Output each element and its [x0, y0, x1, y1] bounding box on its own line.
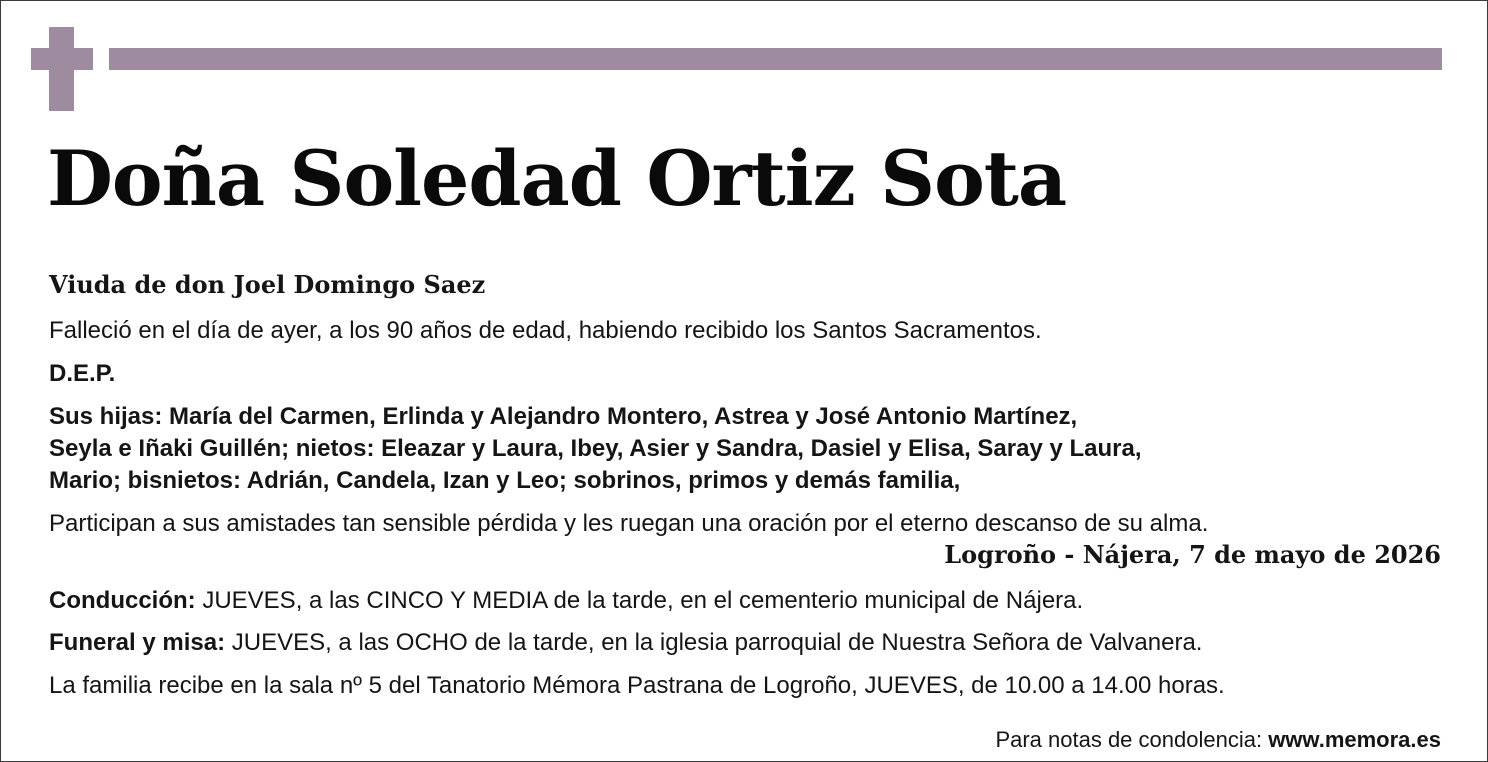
family-list: [49, 401, 1142, 497]
condolence-url[interactable]: www.memora.es: [1268, 727, 1441, 752]
condolence-label: Para notas de condolencia:: [995, 727, 1269, 752]
funeral-text: JUEVES, a las OCHO de la tarde, en la iglesia parroquial de Nuestra Señora de Valvanera.: [225, 629, 1203, 656]
death-line: Falleció en el día de ayer, a los 90 años de edad, habiendo recibido los Santos Sacramentos.: [49, 317, 1042, 344]
header-rule: [109, 48, 1442, 70]
reception-line: La familia recibe en la sala nº 5 del Tanatorio Mémora Pastrana de Logroño, JUEVES, de 10.00 a 14.00 horas.: [49, 672, 1225, 699]
family-line: Mario; bisnietos: Adrián, Candela, Izan y Leo; sobrinos, primos y demás familia,: [49, 467, 961, 494]
latin-cross-icon-bar: [31, 48, 93, 70]
widow-line: Viuda de don Joel Domingo Saez: [49, 270, 486, 299]
condolence-footer: [995, 725, 1441, 755]
family-line: Seyla e Iñaki Guillén; nietos: Eleazar y Laura, Ibey, Asier y Sandra, Dasiel y Elisa, Saray y Laura,: [49, 435, 1142, 462]
family-line: Sus hijas: María del Carmen, Erlinda y Alejandro Montero, Astrea y José Antonio Martínez,: [49, 403, 1078, 430]
funeral-line: [49, 627, 1202, 659]
rip-label: D.E.P.: [49, 360, 116, 387]
conduccion-label: Conducción:: [49, 587, 196, 614]
conduccion-text: JUEVES, a las CINCO Y MEDIA de la tarde, en el cementerio municipal de Nájera.: [195, 587, 1084, 614]
request-line: Participan a sus amistades tan sensible pérdida y les ruegan una oración por el eterno descanso de su alma.: [49, 510, 1209, 537]
place-date: Logroño - Nájera, 7 de mayo de 2026: [944, 540, 1441, 569]
deceased-name: Doña Soledad Ortiz Sota: [47, 134, 1067, 223]
funeral-label: Funeral y misa:: [49, 629, 226, 656]
conduccion-line: [49, 585, 1083, 617]
